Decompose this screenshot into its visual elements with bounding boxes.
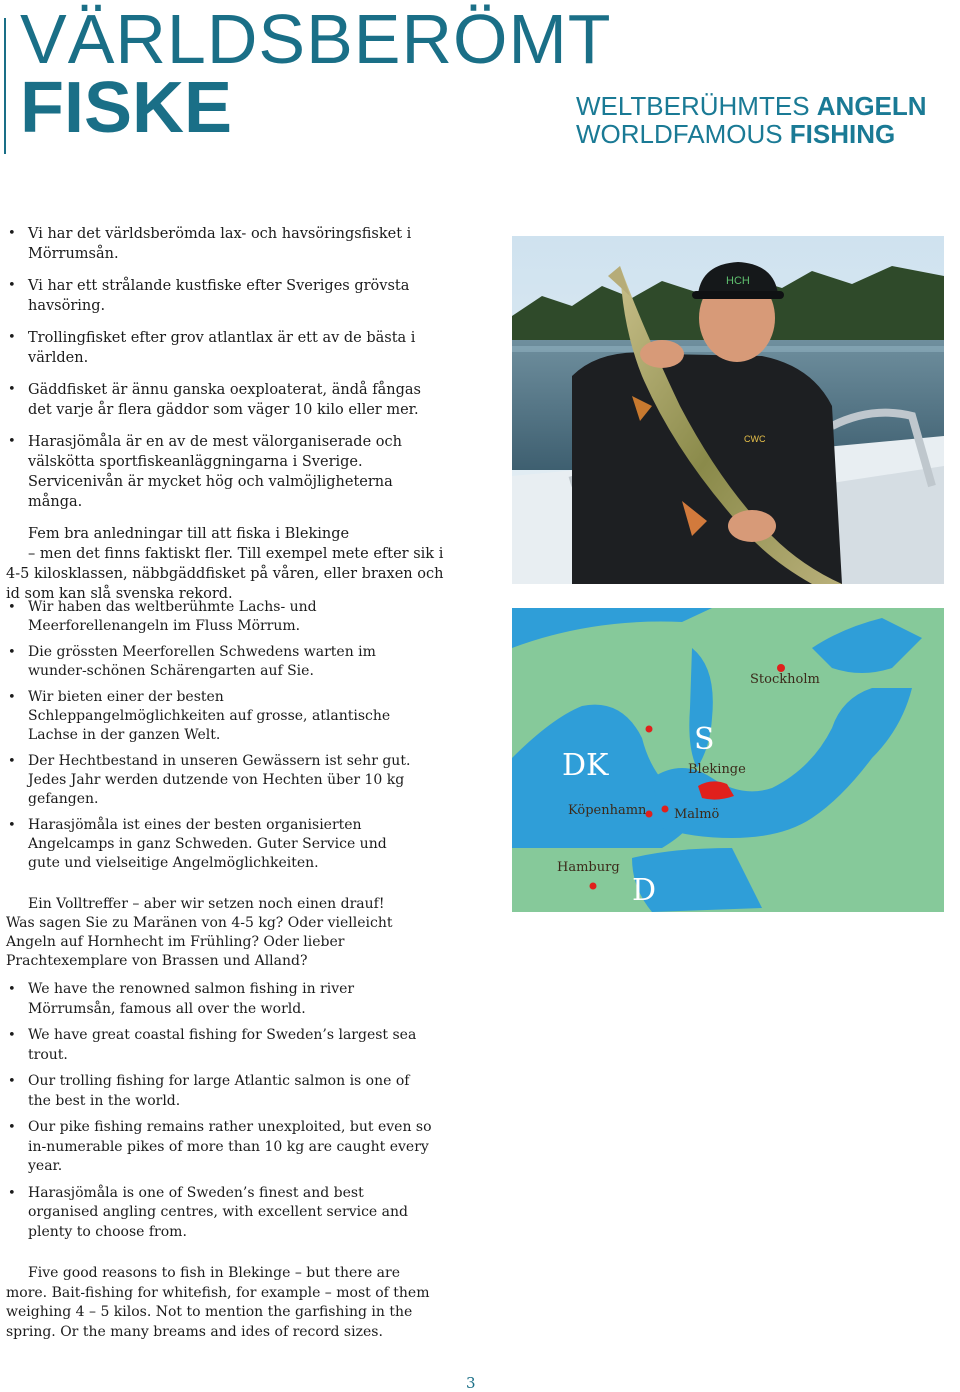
page-title-line2: FISKE (20, 68, 233, 148)
swedish-bullets (6, 224, 446, 512)
list-item: • Wir bieten einer der besten Schleppangelmöglichkeiten auf grosse, atlantische Lachse in der ganzen Welt. (6, 688, 416, 745)
english-paragraph: Five good reasons to fish in Blekinge – but there are more. Bait-fishing for whitefish, for example – most of them weighing 4 – 5 kilos. Not to mention the garfishing in the spring. Or the many breams and ides of record sizes. (6, 1265, 430, 1340)
swedish-para-line1: Fem bra anledningar till att fiska i Blekinge (28, 526, 350, 542)
label-denmark: DK (562, 748, 609, 783)
list-item: • Our trolling fishing for large Atlantic salmon is one of the best in the world. (6, 1072, 436, 1111)
german-bullets (6, 598, 416, 873)
list-item: • We have the renowned salmon fishing in river Mörrumsån, famous all over the world. (6, 980, 436, 1019)
label-hamburg: Hamburg (557, 860, 620, 875)
english-section (6, 980, 436, 1342)
list-item: • Gäddfisket är ännu ganska oexploaterat, ändå fångas det varje år flera gäddor som väger 10 kilo eller mer. (6, 380, 446, 420)
list-item: • Trollingfisket efter grov atlantlax är ett av de bästa i världen. (6, 328, 446, 368)
list-item: • Harasjömåla ist eines der besten organisierten Angelcamps in ganz Schweden. Guter Service und gute und vielseitige Angelmöglichkeiten. (6, 816, 416, 873)
list-item: • Vi har ett strålande kustfiske efter Sveriges grövsta havsöring. (6, 276, 446, 316)
title-rule (4, 18, 6, 154)
list-item: • Our pike fishing remains rather unexploited, but even so in-numerable pikes of more than 10 kg are caught every year. (6, 1118, 436, 1177)
list-item: • Vi har det världsberömda lax- och havsöringsfisket i Mörrumsån. (6, 224, 446, 264)
page-title-line1: VÄRLDSBERÖMT (20, 0, 612, 78)
list-item: • Die grössten Meerforellen Schwedens warten im wunder-schönen Schärengarten auf Sie. (6, 643, 416, 681)
angler-photo (512, 236, 944, 584)
list-item: • Wir haben das weltberühmte Lachs- und Meerforellenangeln im Fluss Mörrum. (6, 598, 416, 636)
german-section (6, 598, 416, 971)
region-map (512, 608, 944, 912)
swedish-section (6, 224, 446, 604)
subtitle-english: WORLDFAMOUS FISHING (576, 119, 896, 149)
subtitle-german: WELTBERÜHMTES ANGELN (576, 91, 927, 121)
list-item: • Harasjömåla is one of Sweden’s finest and best organised angling centres, with excellent service and plenty to choose from. (6, 1184, 436, 1243)
label-blekinge: Blekinge (688, 762, 746, 777)
jacket-logo-text: CWC (744, 434, 766, 444)
label-kopenhamn: Köpenhamn (568, 803, 647, 818)
label-malmo: Malmö (674, 807, 720, 822)
list-item: • Der Hechtbestand in unseren Gewässern ist sehr gut. Jedes Jahr werden dutzende von Hechten über 10 kg gefangen. (6, 752, 416, 809)
label-germany: D (632, 873, 657, 908)
english-bullets (6, 980, 436, 1242)
list-item: • Harasjömåla är en av de mest välorganiserade och välskötta sportfiskeanläggningarna i Sverige. Servicenivån är mycket hög och valmöjligheterna många. (6, 432, 446, 512)
label-stockholm: Stockholm (750, 672, 820, 687)
swedish-paragraph: – men det finns faktiskt fler. Till exempel mete efter sik i 4-5 kilosklassen, näbbgäddfisket på våren, eller braxen och id som kan slå svenska rekord. (6, 546, 444, 602)
label-sweden: S (694, 722, 715, 757)
list-item: • We have great coastal fishing for Sweden’s largest sea trout. (6, 1026, 436, 1065)
cap-logo-text: HCH (726, 275, 750, 287)
page-number: 3 (466, 1374, 476, 1392)
german-paragraph: Ein Volltreffer – aber wir setzen noch einen drauf! Was sagen Sie zu Maränen von 4-5 kg? Oder vielleicht Angeln auf Hornhecht im Frühling? Oder lieber Prachtexemplare von Brassen und Alland? (6, 896, 393, 969)
